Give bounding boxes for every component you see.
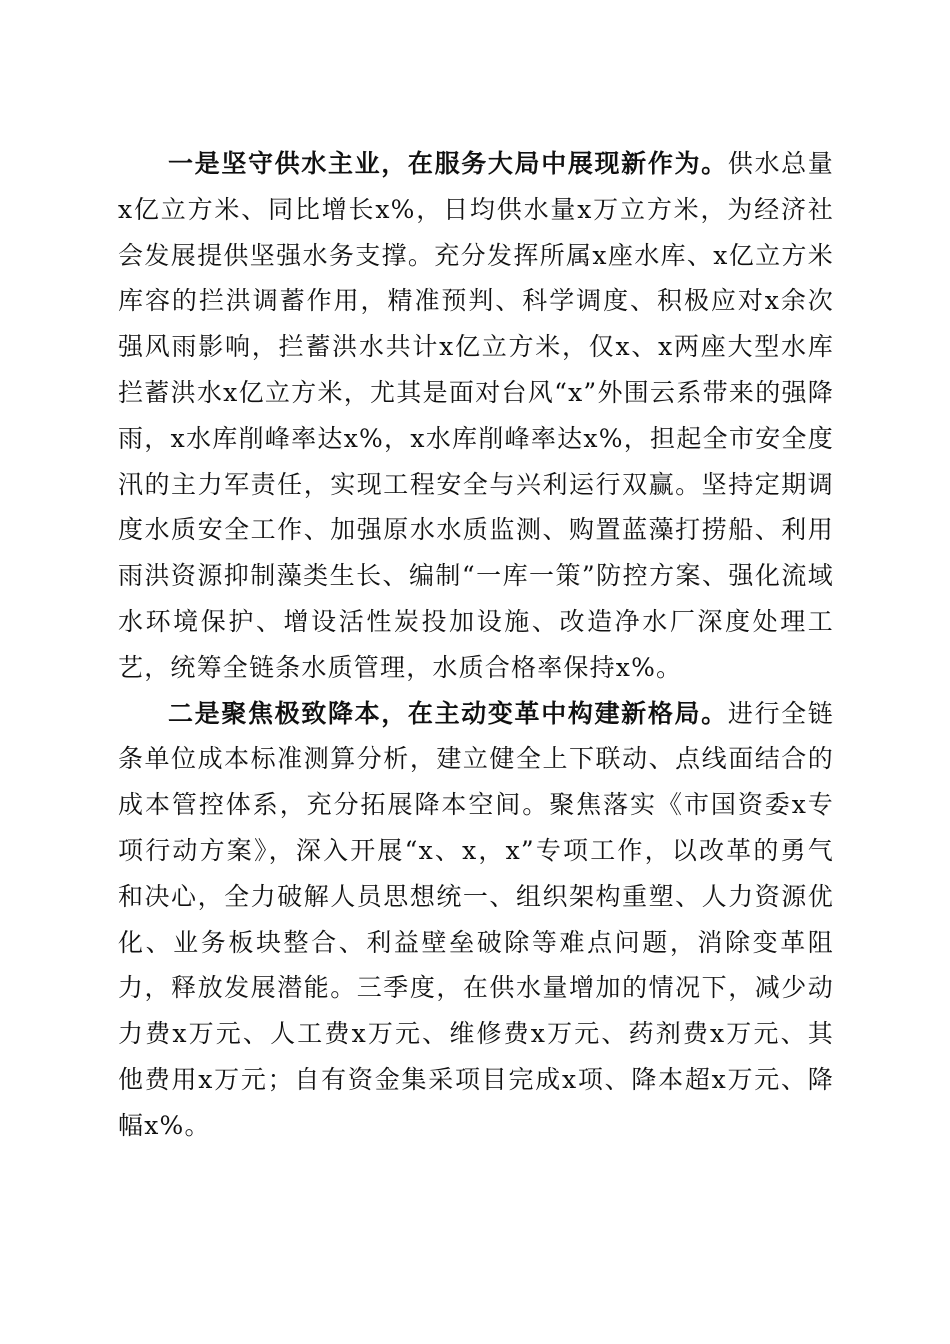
paragraph-text: 供水总量x亿立方米、同比增长x%，日均供水量x万立方米，为经济社会发展提供坚强水务支撑。充分发挥所属x座水库、x亿立方米库容的拦洪调蓄作用，精准预判、科学调度、积极应对x余次强风雨影响，拦蓄洪水共计x亿立方米，仅x、x两座大型水库拦蓄洪水x亿立方米，尤其是面对台风“x”外围云系带来的强降雨，x水库削峰率达x%，x水库削峰率达x%，担起全市安全度汛的主力军责任，实现工程安全与兴利运行双赢。坚持定期调度水质安全工作、加强原水水质监测、购置蓝藻打捞船、利用雨洪资源抑制藻类生长、编制“一库一策”防控方案、强化流域水环境保护、增设活性炭投加设施、改造净水厂深度处理工艺，统筹全链条水质管理，水质合格率保持x%。 — [118, 149, 835, 682]
paragraph-lead: 二是聚焦极致降本，在主动变革中构建新格局。 — [168, 698, 728, 728]
paragraph-lead: 一是坚守供水主业，在服务大局中展现新作为。 — [168, 149, 728, 178]
paragraph-supply — [118, 141, 834, 691]
paragraph-cost-reduction — [118, 691, 834, 1149]
document-body — [118, 141, 834, 1149]
paragraph-text: 进行全链条单位成本标准测算分析，建立健全上下联动、点线面结合的成本管控体系，充分拓展降本空间。聚焦落实《市国资委x专项行动方案》，深入开展“x、x，x”专项工作，以改革的勇气和决心，全力破解人员思想统一、组织架构重塑、人力资源优化、业务板块整合、利益壁垒破除等难点问题，消除变革阻力，释放发展潜能。三季度，在供水量增加的情况下，减少动力费x万元、人工费x万元、维修费x万元、药剂费x万元、其他费用x万元；自有资金集采项目完成x项、降本超x万元、降幅x%。 — [118, 698, 835, 1140]
